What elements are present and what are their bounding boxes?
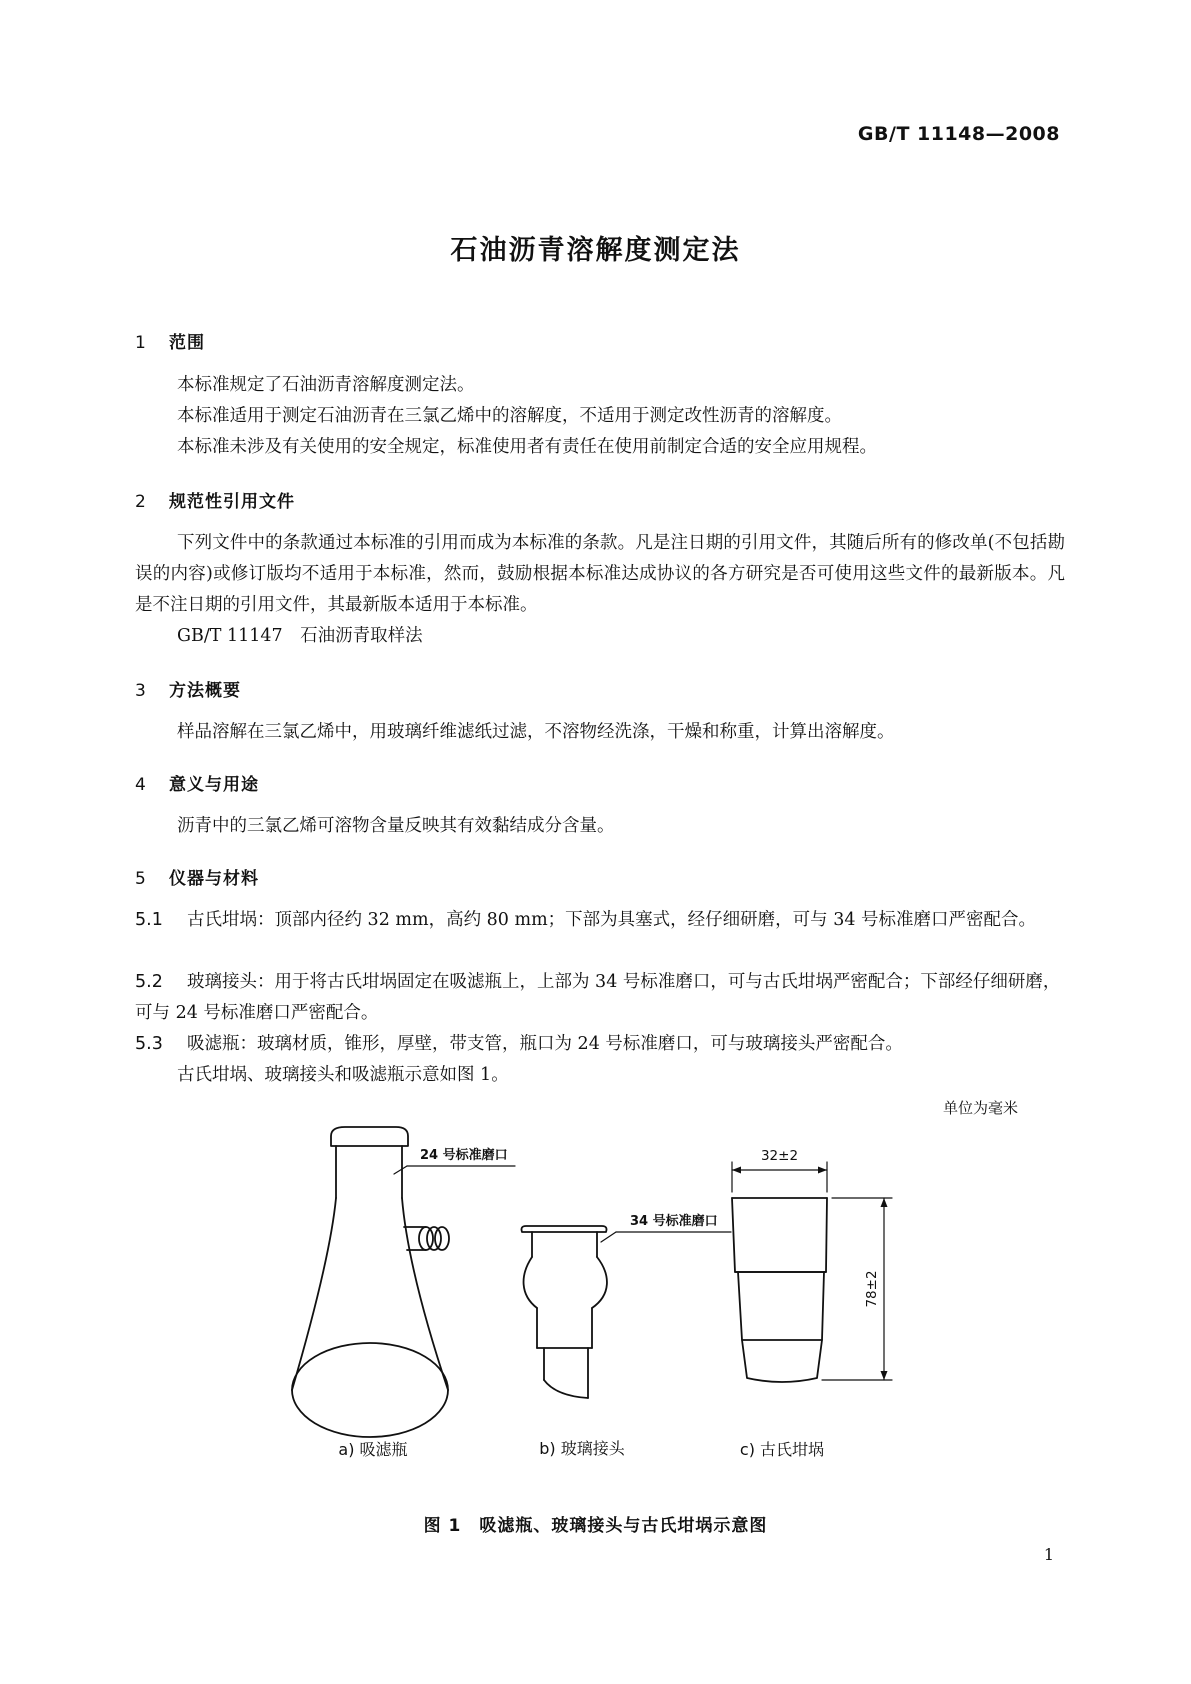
section-1-title: 范围: [169, 333, 205, 353]
subcaption-c: c) 古氏坩埚: [739, 1440, 825, 1459]
section-4-heading: [135, 770, 259, 795]
figure-reference: 古氏坩埚、玻璃接头和吸滤瓶示意如图 1。: [177, 1065, 509, 1085]
section-4-title: 意义与用途: [169, 775, 259, 795]
glass-adapter-drawing: [522, 1226, 607, 1398]
adapter-joint-label: 34 号标准磨口: [630, 1214, 718, 1229]
clause-5-2-text: 玻璃接头：用于将古氏坩埚固定在吸滤瓶上，上部为 34 号标准磨口，可与古氏坩埚严密配合；下部经仔细研磨，可与 24 号标准磨口严密配合。: [135, 972, 1061, 1023]
figure-caption: 图 1 吸滤瓶、玻璃接头与古氏坩埚示意图: [423, 1516, 768, 1536]
document-title: 石油沥青溶解度测定法: [450, 235, 741, 266]
section-3-para: 样品溶解在三氯乙烯中，用玻璃纤维滤纸过滤，不溶物经洗涤，干燥和称重，计算出溶解度。: [177, 722, 895, 742]
unit-note: 单位为毫米: [942, 1099, 1018, 1117]
clause-5-1-number: 5.1: [135, 910, 163, 930]
section-1-para-2: 本标准适用于测定石油沥青在三氯乙烯中的溶解度，不适用于测定改性沥青的溶解度。: [177, 406, 842, 426]
section-1-heading: [135, 328, 205, 353]
section-4-number: 4: [135, 775, 147, 795]
section-3-heading: [135, 676, 241, 701]
section-1-number: 1: [135, 333, 147, 353]
standard-code: GB/T 11148—2008: [857, 123, 1060, 145]
crucible-width-dimension: 32±2: [760, 1148, 799, 1164]
clause-5-3-text: 吸滤瓶：玻璃材质，锥形，厚壁，带支管，瓶口为 24 号标准磨口，可与玻璃接头严密配合。: [187, 1034, 903, 1054]
section-1-para-3: 本标准未涉及有关使用的安全规定，标准使用者有责任在使用前制定合适的安全应用规程。: [177, 437, 877, 457]
section-4-para: 沥青中的三氯乙烯可溶物含量反映其有效黏结成分含量。: [177, 816, 615, 836]
section-2-title: 规范性引用文件: [169, 492, 295, 512]
normative-reference: GB/T 11147 石油沥青取样法: [177, 626, 423, 646]
clause-5-3: [135, 1029, 1065, 1060]
flask-joint-label: 24 号标准磨口: [420, 1148, 508, 1163]
figure-1-diagram: [0, 1110, 1191, 1490]
section-5-heading: [135, 864, 259, 889]
section-1-para-1: 本标准规定了石油沥青溶解度测定法。: [177, 375, 475, 395]
section-2-para: 下列文件中的条款通过本标准的引用而成为本标准的条款。凡是注日期的引用文件，其随后所有的修改单(不包括勘误的内容)或修订版均不适用于本标准，然而，鼓励根据本标准达成协议的各方研究是否可使用这些文件的最新版本。凡是不注日期的引用文件，其最新版本适用于本标准。: [135, 533, 1065, 615]
clause-5-1-text: 古氏坩埚：顶部内径约 32 mm，高约 80 mm；下部为具塞式，经仔细研磨，可与 34 号标准磨口严密配合。: [187, 910, 1037, 930]
section-2-heading: [135, 487, 295, 512]
page-number: 1: [1043, 1545, 1054, 1564]
suction-flask-drawing: [292, 1127, 449, 1437]
clause-5-1: [135, 905, 1065, 936]
subcaption-b: b) 玻璃接头: [539, 1439, 625, 1458]
clause-5-3-number: 5.3: [135, 1034, 163, 1054]
clause-5-2-number: 5.2: [135, 972, 163, 992]
section-3-title: 方法概要: [169, 681, 241, 701]
section-5-number: 5: [135, 869, 147, 889]
crucible-height-dimension: 78±2: [864, 1270, 880, 1308]
section-5-title: 仪器与材料: [169, 869, 259, 889]
subcaption-a: a) 吸滤瓶: [338, 1440, 408, 1459]
clause-5-2: [135, 967, 1065, 1029]
gooch-crucible-drawing: [732, 1198, 827, 1382]
section-3-number: 3: [135, 681, 147, 701]
section-2-number: 2: [135, 492, 147, 512]
